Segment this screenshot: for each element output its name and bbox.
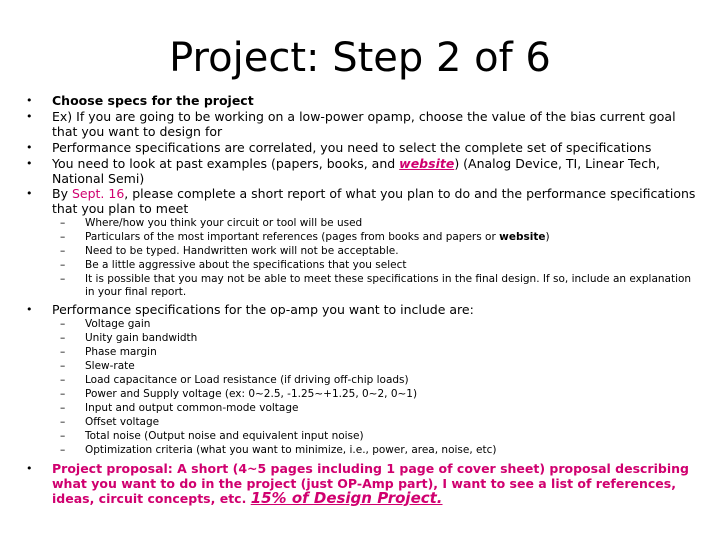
dash-marker: – <box>60 217 66 229</box>
deadline-date: Sept. 16 <box>71 186 125 201</box>
spec-item-text: Input and output common-mode voltage <box>85 402 299 414</box>
bullet-text <box>52 156 696 186</box>
bullet-text: Ex) If you are going to be working on a low-power opamp, choose the value of the bias current goal that you want to design for <box>52 109 676 139</box>
report-point-text: Be a little aggressive about the specifications that you select <box>85 259 407 271</box>
spec-item-text: Optimization criteria (what you want to minimize, i.e., power, area, noise, etc) <box>85 444 497 456</box>
proposal-weight: 15% of Design Project. <box>250 489 443 507</box>
spec-item-text: Load capacitance or Load resistance (if driving off-chip loads) <box>85 374 409 386</box>
spec-item-text: Phase margin <box>85 346 157 358</box>
text-segment: ) (Analog Device, TI, Linear Tech, National Semi) <box>52 156 660 186</box>
spec-item-text: Total noise (Output noise and equivalent input noise) <box>85 430 364 442</box>
spec-item-text: Unity gain bandwidth <box>85 332 198 344</box>
bullet-text <box>52 186 696 216</box>
text-segment: Particulars of the most important references (pages from books and papers or <box>85 231 500 243</box>
text-segment: , please complete a short report of what you plan to do and the performance specifications that you plan to meet <box>52 186 696 216</box>
dash-marker: – <box>60 374 66 386</box>
bullet-text <box>52 461 696 506</box>
spec-item-text: Voltage gain <box>85 318 151 330</box>
spec-item-text: Offset voltage <box>85 416 160 428</box>
report-point-text <box>85 231 700 244</box>
bullet-marker: • <box>26 141 33 154</box>
dash-marker: – <box>60 245 66 257</box>
proposal-text: Project proposal: A short (4~5 pages including 1 page of cover sheet) proposal describing what you want to do in the project (just OP-Amp part), I want to see a list of references, ideas, circuit concepts, etc. <box>52 461 689 506</box>
report-point-text: Need to be typed. Handwritten work will not be acceptable. <box>85 245 399 257</box>
dash-marker: – <box>60 360 66 372</box>
text-segment: ) <box>545 231 550 243</box>
text-segment: By <box>52 186 72 201</box>
bullet-marker: • <box>26 94 33 107</box>
dash-marker: – <box>60 444 66 456</box>
spec-item-text: Power and Supply voltage (ex: 0~2.5, -1.25~+1.25, 0~2, 0~1) <box>85 388 418 400</box>
spec-item-text: Slew-rate <box>85 360 135 372</box>
text-segment: You need to look at past examples (papers, books, and <box>52 156 400 171</box>
bullet-text: Choose specs for the project <box>52 93 254 108</box>
dash-marker: – <box>60 318 66 330</box>
dash-marker: – <box>60 346 66 358</box>
dash-marker: – <box>60 388 66 400</box>
website-link[interactable]: website <box>399 156 455 171</box>
bullet-marker: • <box>26 157 33 170</box>
report-point-text: Where/how you think your circuit or tool will be used <box>85 217 363 229</box>
bullet-marker: • <box>26 187 33 200</box>
dash-marker: – <box>60 332 66 344</box>
report-point-text: It is possible that you may not be able to meet these specifications in the final design. If so, include an explanation in your final report. <box>85 273 692 298</box>
dash-marker: – <box>60 402 66 414</box>
bullet-marker: • <box>26 462 33 475</box>
bullet-text: Performance specifications for the op-amp you want to include are: <box>52 302 474 317</box>
dash-marker: – <box>60 259 66 271</box>
bullet-marker: • <box>26 110 33 123</box>
dash-marker: – <box>60 416 66 428</box>
bullet-marker: • <box>26 303 33 316</box>
dash-marker: – <box>60 430 66 442</box>
dash-marker: – <box>60 273 66 285</box>
slide-title: Project: Step 2 of 6 <box>169 35 551 81</box>
bullet-text: Performance specifications are correlated, you need to select the complete set of specifications <box>52 140 652 155</box>
dash-marker: – <box>60 231 66 243</box>
website-link[interactable]: website <box>499 231 546 243</box>
